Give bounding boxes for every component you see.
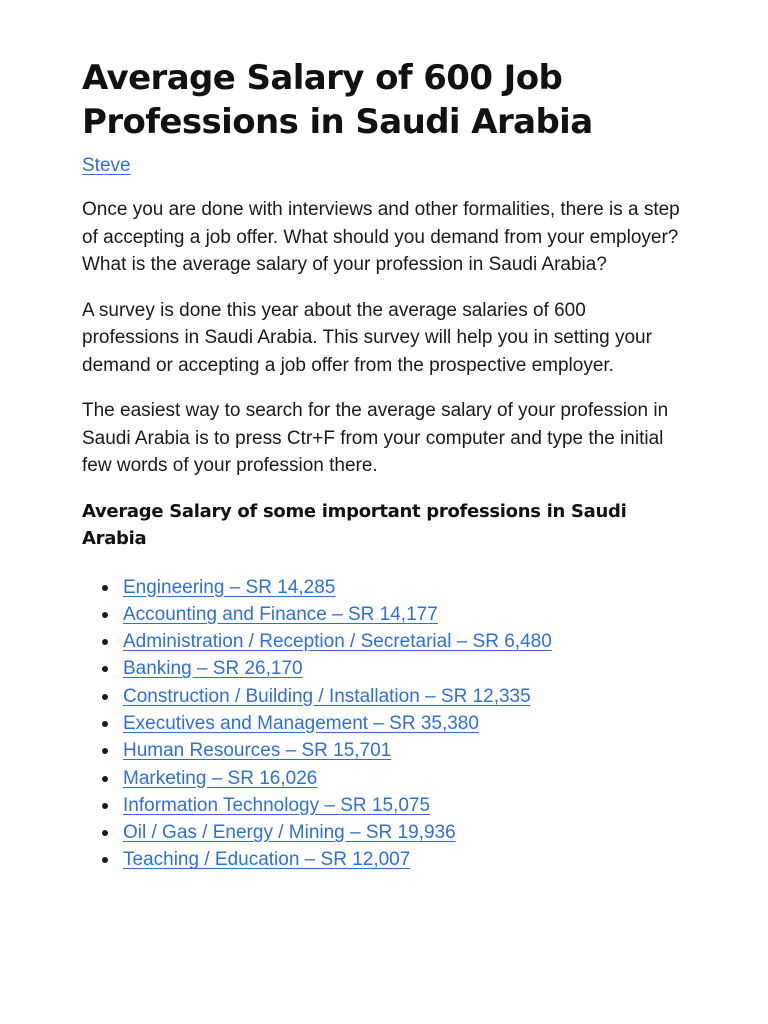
profession-link[interactable]: Banking – SR 26,170 (123, 658, 303, 680)
bullet-icon (102, 857, 108, 863)
bullet-icon (102, 803, 108, 809)
bullet-icon (102, 666, 108, 672)
bullet-icon (102, 776, 108, 782)
list-item (123, 792, 686, 819)
bullet-icon (102, 612, 108, 618)
profession-salary-list (82, 574, 686, 874)
list-item (123, 765, 686, 792)
bullet-icon (102, 830, 108, 836)
list-item (123, 655, 686, 682)
bullet-icon (102, 748, 108, 754)
list-item (123, 574, 686, 601)
list-item (123, 737, 686, 764)
profession-link[interactable]: Construction / Building / Installation – SR 12,335 (123, 685, 531, 707)
list-item (123, 628, 686, 655)
list-item (123, 601, 686, 628)
profession-link[interactable]: Information Technology – SR 15,075 (123, 794, 431, 816)
list-item (123, 819, 686, 846)
profession-link[interactable]: Accounting and Finance – SR 14,177 (123, 603, 438, 625)
profession-link[interactable]: Marketing – SR 16,026 (123, 767, 318, 789)
list-item (123, 846, 686, 873)
survey-paragraph: A survey is done this year about the average salaries of 600 professions in Saudi Arabia. This survey will help you in setting your demand or accepting a job offer from the prospective employer. (82, 299, 652, 376)
article-title: Average Salary of 600 Job Professions in Saudi Arabia (82, 58, 593, 142)
profession-link[interactable]: Teaching / Education – SR 12,007 (123, 849, 411, 871)
profession-link[interactable]: Engineering – SR 14,285 (123, 576, 336, 598)
bullet-icon (102, 694, 108, 700)
profession-link[interactable]: Administration / Reception / Secretarial – SR 6,480 (123, 631, 552, 653)
author-link[interactable]: Steve (82, 155, 131, 176)
intro-paragraph: Once you are done with interviews and other formalities, there is a step of accepting a job offer. What should you demand from your employer? What is the average salary of your profession in Saudi Arabia? (82, 199, 680, 275)
list-item (123, 683, 686, 710)
bullet-icon (102, 721, 108, 727)
search-tip-paragraph: The easiest way to search for the average salary of your profession in Saudi Arabia is to press Ctr+F from your computer and type the initial few words of your profession there. (82, 400, 669, 476)
article-body (82, 196, 686, 480)
section-heading: Average Salary of some important professions in Saudi Arabia (82, 500, 627, 549)
profession-link[interactable]: Executives and Management – SR 35,380 (123, 712, 479, 734)
profession-link[interactable]: Oil / Gas / Energy / Mining – SR 19,936 (123, 822, 456, 844)
bullet-icon (102, 585, 108, 591)
profession-link[interactable]: Human Resources – SR 15,701 (123, 740, 392, 762)
bullet-icon (102, 639, 108, 645)
list-item (123, 710, 686, 737)
